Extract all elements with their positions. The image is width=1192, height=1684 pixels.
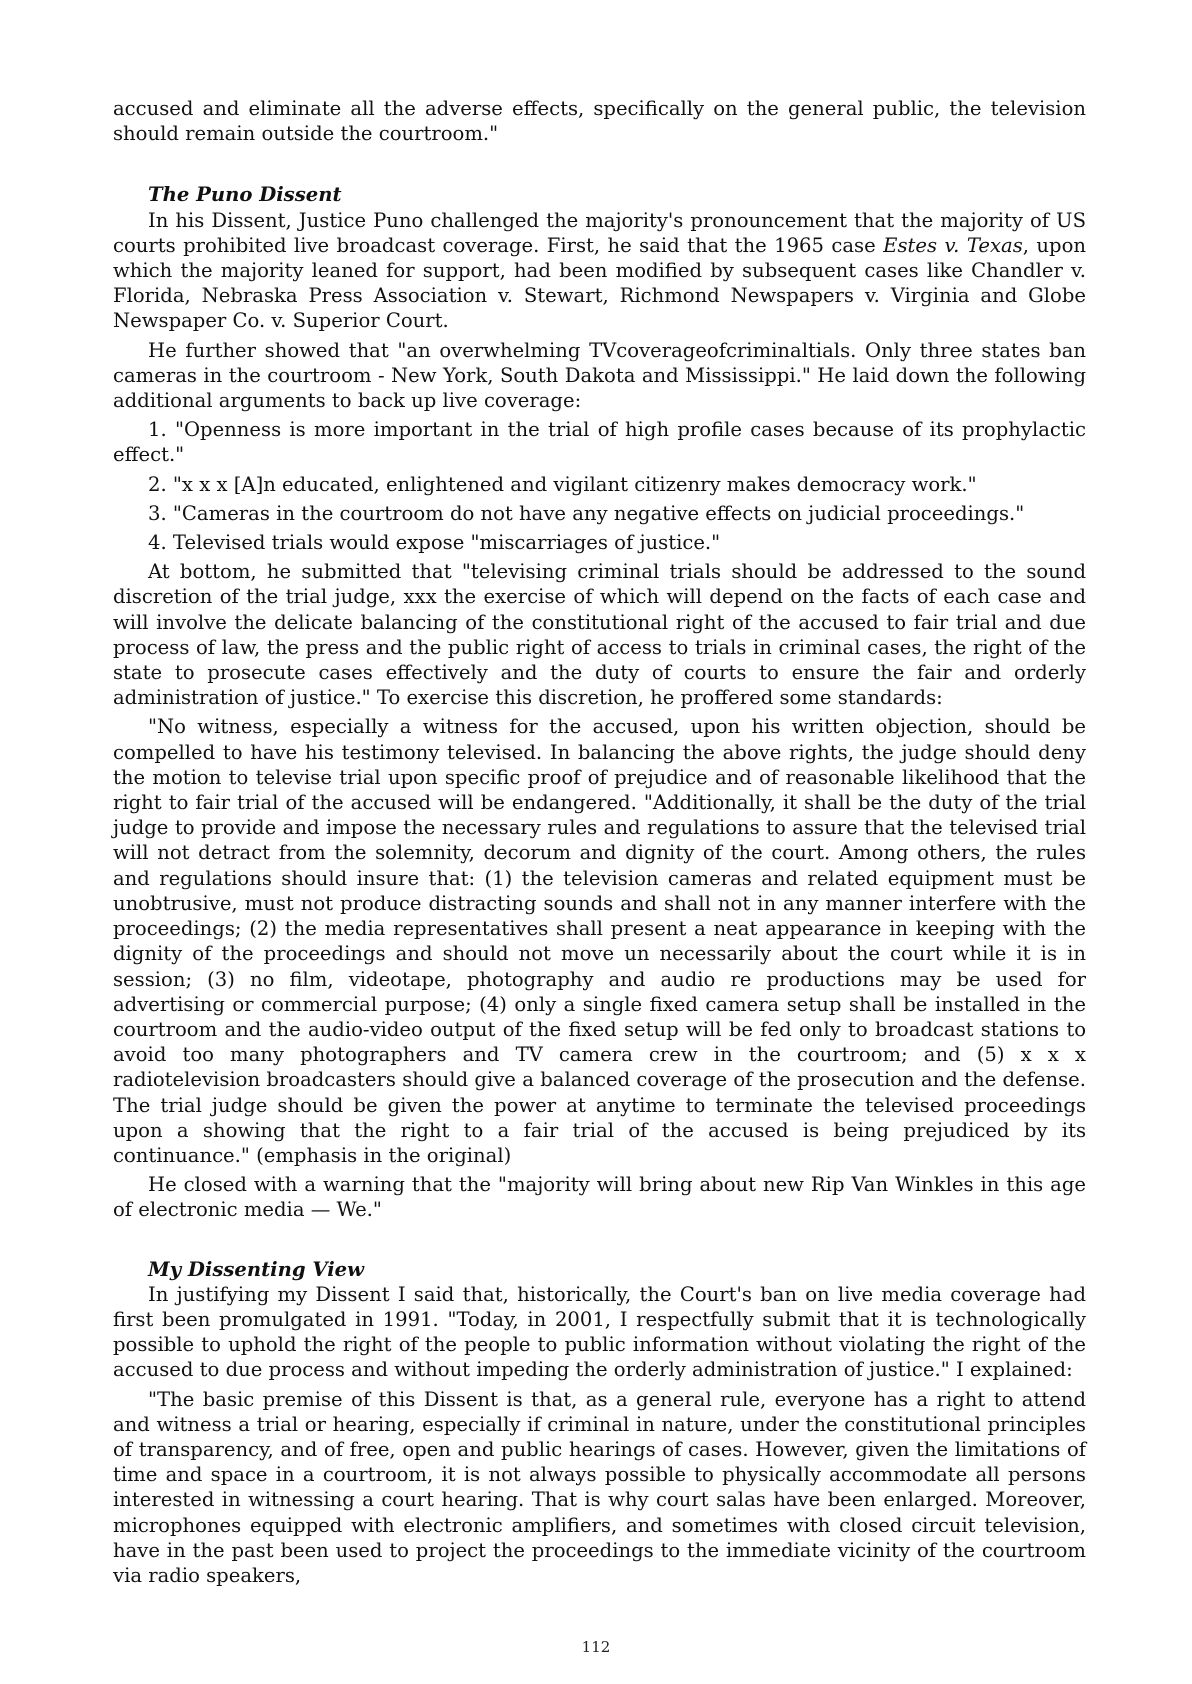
puno-paragraph-1-start: In his Dissent, Justice Puno challenged the majority's pronouncement that the majority of US courts prohibited live broadcast coverage. First, he said that the 1965 case — [113, 208, 1086, 257]
case-citation-estes: Estes v. Texas — [883, 233, 1023, 257]
dissent-paragraph-1: In justifying my Dissent I said that, historically, the Court's ban on live media coverage had first been promulgated in 1991. "Today, in 2001, I respectfully submit that it is technologically possible to uphold the right of the people to public information without violating the right of the accused to due process and without impeding the orderly administration of justice." I explained: — [113, 1282, 1086, 1382]
document-page — [113, 96, 1086, 1592]
argument-item-4: 4. Televised trials would expose "miscarriages of justice." — [148, 531, 721, 555]
section-spacer — [113, 150, 1086, 182]
argument-item-2: 2. "x x x [A]n educated, enlightened and vigilant citizenry makes democracy work." — [148, 472, 977, 496]
section-spacer — [113, 1227, 1086, 1257]
puno-paragraph-5: He closed with a warning that the "majority will bring about new Rip Van Winkles in this age of electronic media — We." — [113, 1173, 1086, 1222]
section-heading-my-dissenting-view: My Dissenting View — [148, 1257, 364, 1281]
puno-paragraph-1-end: , upon which the majority leaned for support, had been modified by subsequent cases like Chandler v. Florida, Nebraska Press Association v. Stewart, Richmond Newspapers v. Virginia and Globe Newspaper Co. v. Superior Court. — [113, 233, 1086, 333]
puno-paragraph-1 — [113, 208, 1086, 334]
puno-paragraph-2: He further showed that "an overwhelming TVcoverageofcriminaltials. Only three states ban cameras in the courtroom - New York, South Dakota and Mississippi." He laid down the following additional arguments to back up live coverage: — [113, 338, 1086, 413]
dissent-paragraph-2: "The basic premise of this Dissent is that, as a general rule, everyone has a right to attend and witness a trial or hearing, especially if criminal in nature, under the constitutional principles of transparency, and of free, open and public hearings of cases. However, given the limitations of time and space in a courtroom, it is not always possible to physically accommodate all persons interested in witnessing a court hearing. That is why court salas have been enlarged. Moreover, microphones equipped with electronic amplifiers, and sometimes with closed circuit television, have in the past been used to project the proceedings to the immediate vicinity of the courtroom via radio speakers, — [113, 1387, 1086, 1587]
argument-item-3: 3. "Cameras in the courtroom do not have any negative effects on judicial proceedings." — [148, 501, 1025, 525]
section-heading-puno-dissent: The Puno Dissent — [148, 183, 342, 207]
puno-paragraph-4: "No witness, especially a witness for the accused, upon his written objection, should be compelled to have his testimony televised. In balancing the above rights, the judge should deny the motion to televise trial upon specific proof of prejudice and of reasonable likelihood that the right to fair trial of the accused will be endangered. "Additionally, it shall be the duty of the trial judge to provide and impose the necessary rules and regulations to assure that the televised trial will not detract from the solemnity, decorum and dignity of the court. Among others, the rules and regulations should insure that: (1) the television cameras and related equipment must be unobtrusive, must not produce distracting sounds and shall not in any manner interfere with the proceedings; (2) the media representatives shall present a neat appearance in keeping with the dignity of the proceedings and should not move un necessarily about the court while it is in session; (3) no film, videotape, photography and audio re productions may be used for advertising or commercial purpose; (4) only a single fixed camera setup shall be installed in the courtroom and the audio-video output of the fixed setup will be fed only to broadcast stations to avoid too many photographers and TV camera crew in the courtroom; and (5) x x x radiotelevision broadcasters should give a balanced coverage of the prosecution and the defense. The trial judge should be given the power at anytime to terminate the televised proceedings upon a showing that the right to a fair trial of the accused is being prejudiced by its continuance." (emphasis in the original) — [113, 715, 1086, 1167]
opening-paragraph: accused and eliminate all the adverse effects, specifically on the general public, the television should remain outside the courtroom." — [113, 97, 1086, 146]
argument-item-1: 1. "Openness is more important in the trial of high profile cases because of its prophylactic effect." — [113, 418, 1086, 467]
page-number: 112 — [581, 1638, 611, 1656]
puno-paragraph-3: At bottom, he submitted that "televising criminal trials should be addressed to the sound discretion of the trial judge, xxx the exercise of which will depend on the facts of each case and will involve the delicate balancing of the constitutional right of the accused to fair trial and due process of law, the press and the public right of access to trials in criminal cases, the right of the state to prosecute cases effectively and the duty of courts to ensure the fair and orderly administration of justice." To exercise this discretion, he proffered some standards: — [113, 560, 1086, 710]
